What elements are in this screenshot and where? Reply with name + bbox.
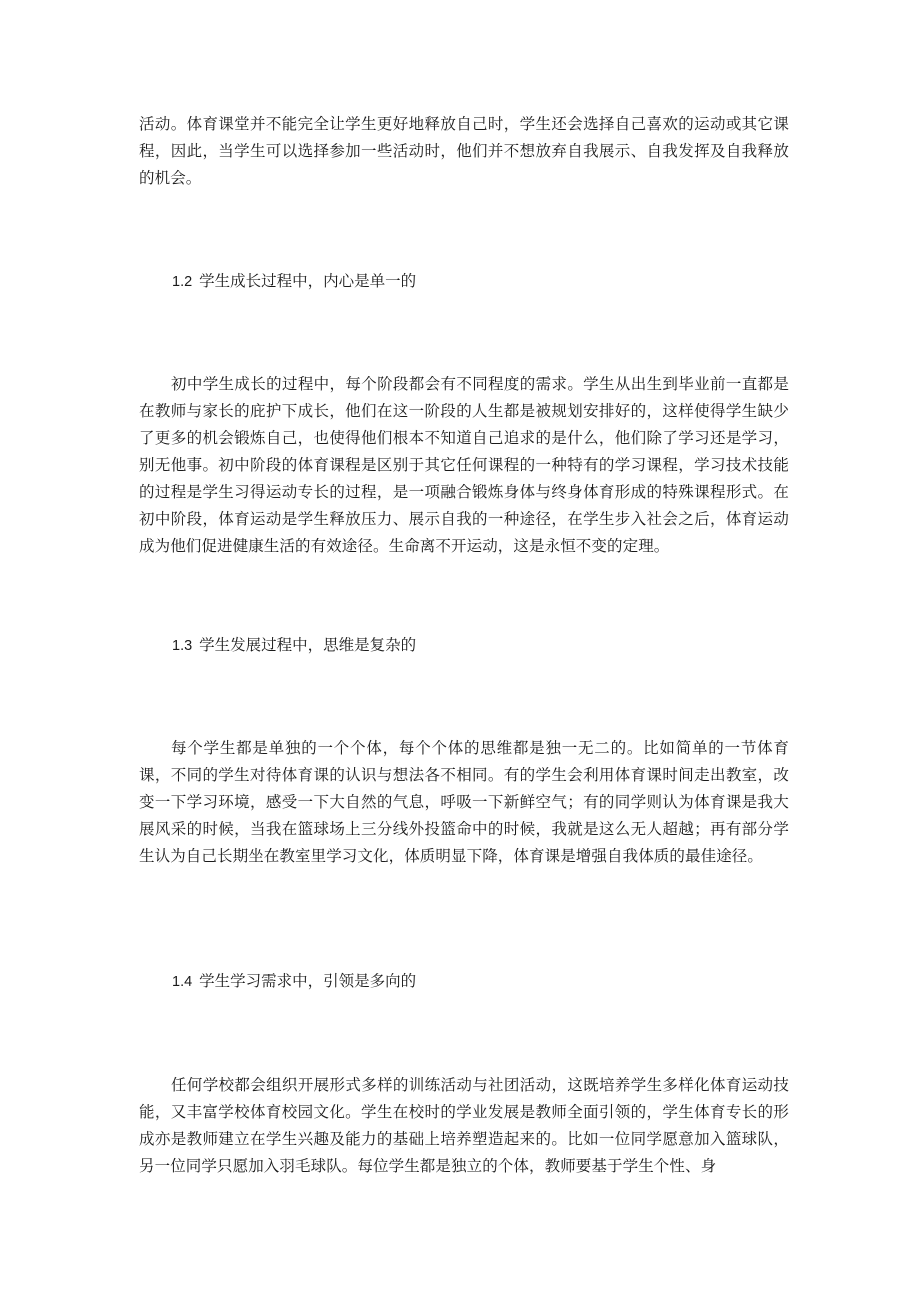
section-number: 1.3 xyxy=(172,638,193,654)
section-title: 学生学习需求中，引领是多向的 xyxy=(199,972,417,990)
intro-paragraph: 活动。体育课堂并不能完全让学生更好地释放自己时，学生还会选择自己喜欢的运动或其它课程，因此，当学生可以选择参加一些活动时，他们并不想放弃自我展示、自我发挥及自我释放的机会。 xyxy=(139,115,789,187)
section-heading-1-3 xyxy=(172,632,416,660)
section-body-1-4: 任何学校都会组织开展形式多样的训练活动与社团活动，这既培养学生多样化体育运动技能，又丰富学校体育校园文化。学生在校时的学业发展是教师全面引领的，学生体育专长的形成亦是教师建立在学生兴趣及能力的基础上培养塑造起来的。比如一位同学愿意加入篮球队，另一位同学只愿加入羽毛球队。每位学生都是独立的个体，教师要基于学生个性、身 xyxy=(139,1076,789,1175)
section-number: 1.4 xyxy=(172,974,193,990)
section-body-1-3: 每个学生都是单独的一个个体，每个个体的思维都是独一无二的。比如简单的一节体育课，不同的学生对待体育课的认识与想法各不相同。有的学生会利用体育课时间走出教室，改变一下学习环境，感受一下大自然的气息，呼吸一下新鲜空气；有的同学则认为体育课是我大展风采的时候，当我在篮球场上三分线外投篮命中的时候，我就是这么无人超越；再有部分学生认为自己长期坐在教室里学习文化，体质明显下降，体育课是增强自我体质的最佳途径。 xyxy=(139,739,789,865)
section-number: 1.2 xyxy=(172,274,193,290)
section-heading-1-2 xyxy=(172,268,416,296)
section-body-1-2: 初中学生成长的过程中，每个阶段都会有不同程度的需求。学生从出生到毕业前一直都是在教师与家长的庇护下成长，他们在这一阶段的人生都是被规划安排好的，这样使得学生缺少了更多的机会锻炼自己，也使得他们根本不知道自己追求的是什么，他们除了学习还是学习，别无他事。初中阶段的体育课程是区别于其它任何课程的一种特有的学习课程，学习技术技能的过程是学生习得运动专长的过程，是一项融合锻炼身体与终身体育形成的特殊课程形式。在初中阶段，体育运动是学生释放压力、展示自我的一种途径，在学生步入社会之后，体育运动成为他们促进健康生活的有效途径。生命离不开运动，这是永恒不变的定理。 xyxy=(139,375,789,555)
section-title: 学生成长过程中，内心是单一的 xyxy=(199,272,417,290)
section-title: 学生发展过程中，思维是复杂的 xyxy=(199,636,417,654)
section-heading-1-4 xyxy=(172,968,416,996)
